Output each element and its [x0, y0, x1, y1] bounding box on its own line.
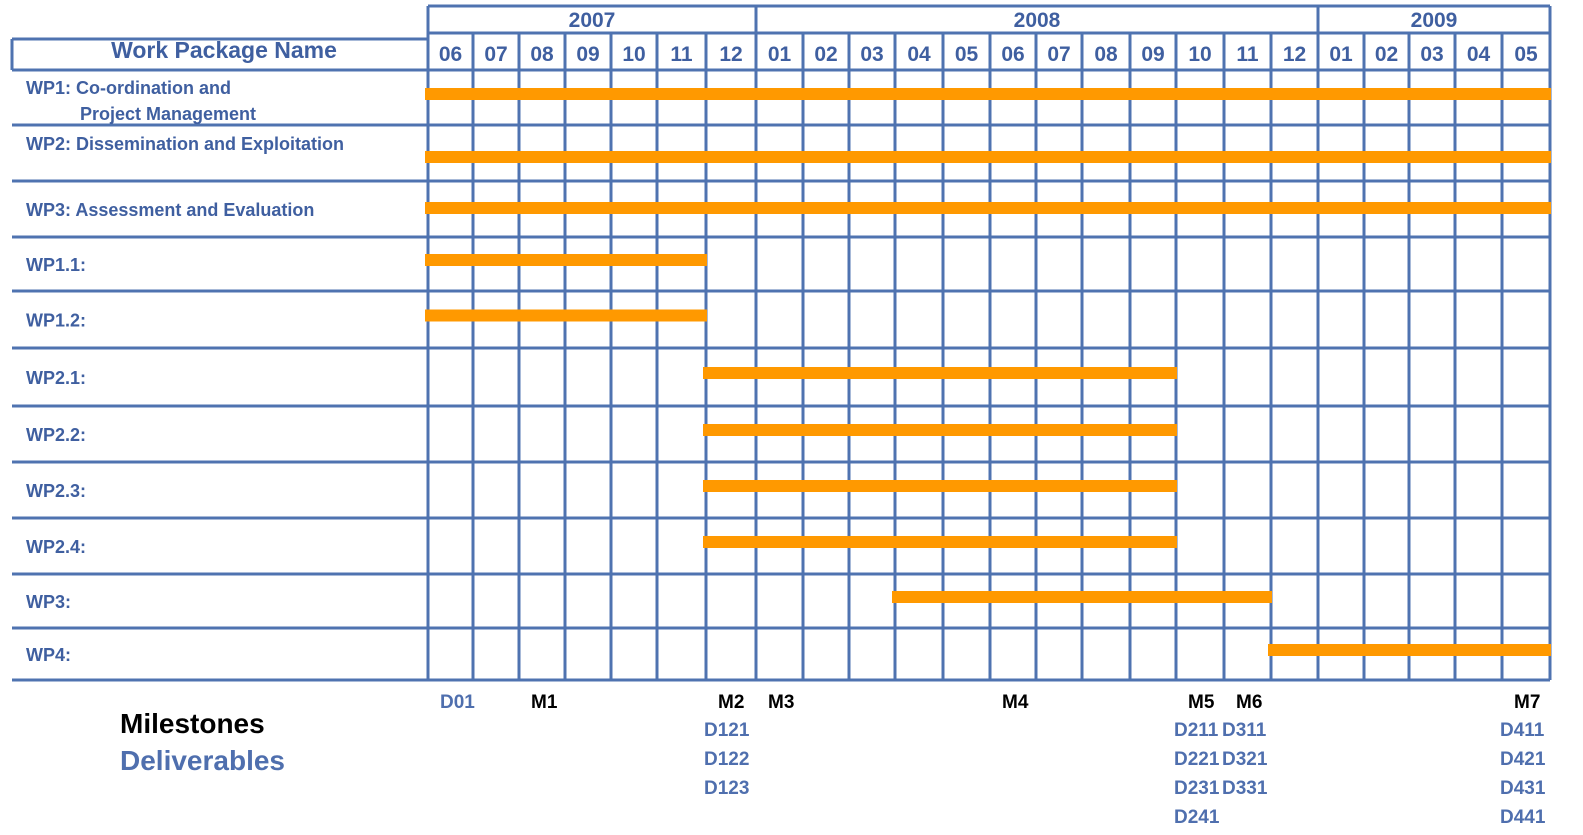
row-label: WP1: Co-ordination and: [26, 78, 231, 98]
row-label: WP4:: [26, 645, 71, 665]
deliverable-label: D241: [1174, 807, 1220, 828]
deliverable-label: D331: [1222, 778, 1268, 799]
month-label: 07: [1047, 43, 1071, 66]
month-label: 11: [1236, 43, 1259, 66]
task-bar: [425, 202, 1551, 214]
month-label: 11: [670, 43, 693, 66]
row-label: WP2.3:: [26, 481, 87, 501]
task-bar: [425, 310, 707, 322]
deliverable-label: D411: [1500, 720, 1545, 741]
row-label: WP1.1:: [26, 255, 87, 275]
deliverable-label: D221: [1174, 749, 1220, 770]
row-label-line2: Project Management: [80, 104, 257, 124]
month-label: 06: [1001, 43, 1025, 66]
task-bar: [703, 480, 1177, 492]
month-label: 12: [1282, 43, 1307, 66]
month-label: 01: [1329, 43, 1353, 66]
milestone-label: M4: [1002, 692, 1029, 713]
deliverable-label: D01: [440, 692, 475, 713]
month-label: 03: [1420, 43, 1444, 66]
milestone-label: M2: [718, 692, 745, 713]
deliverable-label: D231: [1174, 778, 1220, 799]
year-label: 2009: [1410, 9, 1458, 32]
month-label: 09: [576, 43, 600, 66]
row-label: WP3: Assessment and Evaluation: [26, 200, 315, 220]
deliverable-label: D311: [1222, 720, 1267, 741]
legend-deliverables: Deliverables: [120, 745, 285, 776]
month-label: 08: [530, 43, 554, 66]
milestone-label: M6: [1236, 692, 1263, 713]
month-label: 02: [1374, 43, 1399, 66]
row-label: WP3:: [26, 592, 71, 612]
task-bar: [703, 367, 1177, 379]
month-label: 01: [767, 43, 792, 66]
month-label: 10: [1188, 43, 1212, 66]
milestone-label: M3: [768, 692, 795, 713]
row-label: WP2.2:: [26, 425, 87, 445]
month-label: 04: [907, 43, 931, 66]
deliverable-label: D211: [1174, 720, 1219, 741]
deliverable-label: D122: [704, 749, 750, 770]
deliverable-label: D121: [704, 720, 750, 741]
month-label: 08: [1094, 43, 1118, 66]
task-bar: [892, 591, 1272, 603]
month-label: 12: [719, 43, 743, 66]
task-bars: [425, 88, 1551, 656]
row-label: WP2.4:: [26, 537, 87, 557]
month-label: 02: [814, 43, 838, 66]
deliverable-label: D431: [1500, 778, 1546, 799]
month-label: 06: [438, 43, 463, 66]
task-bar: [703, 424, 1177, 436]
row-label: WP2: Dissemination and Exploitation: [26, 134, 345, 154]
work-package-header: Work Package Name: [111, 37, 337, 63]
month-label: 07: [484, 43, 508, 66]
task-bar: [425, 88, 1551, 100]
deliverable-label: D123: [704, 778, 750, 799]
task-bar: [425, 254, 707, 266]
month-label: 04: [1466, 43, 1491, 66]
deliverable-label: D421: [1500, 749, 1546, 770]
year-label: 2007: [568, 9, 616, 32]
row-label: WP1.2:: [26, 310, 87, 331]
month-label: 09: [1141, 43, 1165, 66]
month-label: 05: [954, 43, 979, 66]
month-label: 05: [1514, 43, 1538, 66]
legend-milestones: Milestones: [120, 708, 265, 739]
month-label: 03: [860, 43, 884, 66]
month-label: 10: [622, 43, 646, 66]
task-bar: [425, 151, 1551, 163]
milestone-label: M5: [1188, 692, 1215, 713]
task-bar: [703, 536, 1177, 548]
year-label: 2008: [1013, 9, 1061, 32]
task-bar: [1268, 644, 1551, 656]
deliverable-label: D321: [1222, 749, 1268, 770]
milestone-label: M7: [1514, 692, 1541, 713]
row-label: WP2.1:: [26, 368, 87, 388]
milestone-label: M1: [531, 692, 558, 713]
deliverable-label: D441: [1500, 807, 1546, 828]
